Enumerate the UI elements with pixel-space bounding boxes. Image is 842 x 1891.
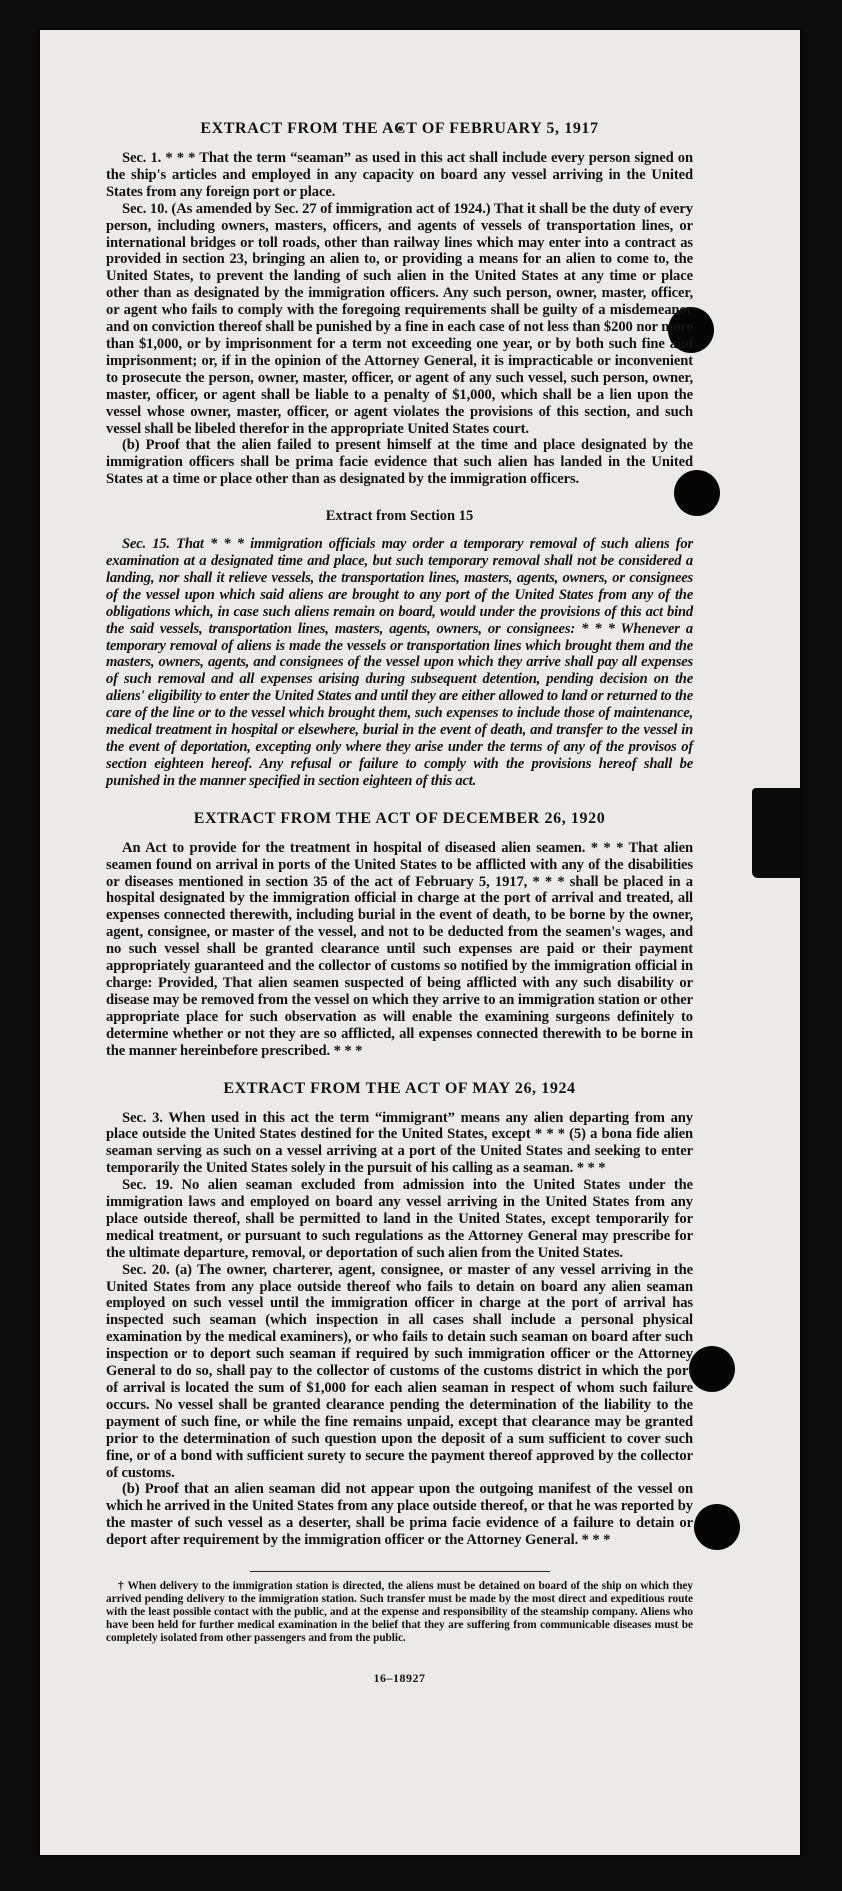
punch-hole-4 bbox=[694, 1504, 740, 1550]
section-body-1920 bbox=[106, 840, 693, 1060]
paragraph: (b) Proof that the alien failed to present himself at the time and place designated by the immigration officers shall be prima facie evidence that such alien has landed in the United States at a time or place other than as designated by the immigration officers. bbox=[106, 437, 693, 488]
section-body-1924 bbox=[106, 1110, 693, 1550]
paragraph: Sec. 15. That * * * immigration officials may order a temporary removal of such aliens for examination at a designated time and place, but such temporary removal shall not be considered a landing, nor shall it relieve vessels, the transportation lines, masters, agents, owners, or consignees of the vessel upon which said aliens are brought to any port of the United States from any of the obligations which, in case such aliens remain on board, would under the provisions of this act bind the said vessels, transportation lines, masters, agents, owners, or consignees: * * * Whenever a temporary removal of aliens is made the vessels or transportation lines which brought them and the masters, owners, agents, and consignees of the vessel upon which they arrive shall pay all expenses of such removal and all expenses arising during subsequent detention, pending decision on the aliens' eligibility to enter the United States and until they are either allowed to land or returned to the care of the line or to the vessel which brought them, such expenses to include those of maintenance, medical treatment in hospital or elsewhere, burial in the event of death, and transfer to the vessel in the event of deportation, excepting only where they arise under the terms of any of the provisos of section eighteen hereof. Any refusal or failure to comply with the provisions hereof shall be punished in the manner specified in section eighteen of this act. bbox=[106, 536, 693, 789]
section-body-section-15 bbox=[106, 536, 693, 790]
paragraph: Sec. 1. * * * That the term “seaman” as used in this act shall include every person signed on the ship's articles and employed in any capacity on board any vessel arriving in the United States from any foreign port or place. bbox=[106, 150, 693, 200]
document-text bbox=[106, 118, 693, 1686]
section-heading-section-15: Extract from Section 15 bbox=[325, 508, 474, 525]
torn-edge bbox=[752, 788, 800, 878]
paragraph: Sec. 3. When used in this act the term “immigrant” means any alien departing from any place outside the United States destined for the United States, except * * * (5) a bona fide alien seaman serving as such on a vessel arriving at a port of the United States and seeking to enter temporarily the United States solely in the pursuit of his calling as a seaman. * * * bbox=[106, 1109, 693, 1177]
section-heading-1917: EXTRACT FROM THE ACT OF FEBRUARY 5, 1917 bbox=[200, 120, 599, 137]
page-code: 16–18927 bbox=[373, 1671, 426, 1686]
footnote-divider bbox=[250, 1571, 550, 1572]
section-heading-1920: EXTRACT FROM THE ACT OF DECEMBER 26, 1920 bbox=[193, 809, 606, 827]
paragraph: Sec. 20. (a) The owner, charterer, agent, consignee, or master of any vessel arriving in the United States from any place outside thereof who fails to detain on board any alien seaman employed on such vessel until the immigration officer in charge at the port of arrival has inspected such seaman (which inspection in all cases shall include a personal physical examination by the medical examiners), or who fails to detain such seaman on board after such inspection or to deport such seaman if required by such immigration officer or the Attorney General to do so, shall pay to the collector of customs of the customs district in which the port of arrival is located the sum of $1,000 for each alien seaman in respect of whom such failure occurs. No vessel shall be granted clearance pending the determination of the liability to the payment of such fine, or while the fine remains unpaid, except that clearance may be granted prior to the determination of such question upon the deposit of a sum sufficient to cover such fine, or of a bond with sufficient surety to secure the payment thereof approved by the collector of customs. bbox=[106, 1261, 693, 1481]
paragraph: Sec. 10. (As amended by Sec. 27 of immigration act of 1924.) That it shall be the duty of every person, including owners, masters, officers, and agents of vessels of transportation lines, or international bridges or toll roads, other than railway lines which may enter into a contract as provided in section 23, bringing an alien to, or providing a means for an alien to come to, the United States, to prevent the landing of such alien in the United States at any time or place other than as designated by the immigration officers. Any such person, owner, master, officer, or agent who fails to comply with the foregoing requirements shall be guilty of a misdemeanor and on conviction thereof shall be punished by a fine in each case of not less than $200 nor more than $1,000, or by imprisonment for a term not exceeding one year, or by both such fine and imprisonment; or, if in the opinion of the Attorney General, it is impracticable or inconvenient to prosecute the person, owner, master, officer, or agent of any such vessel, such person, owner, master, officer, or agent shall be liable to a penalty of $1,000, which shall be a lien upon the vessel whose owner, master, officer, or agent violates the provisions of this section, and such vessel shall be libeled therefor in the appropriate United States court. bbox=[106, 200, 693, 437]
paragraph: Sec. 19. No alien seaman excluded from admission into the United States under the immigration laws and employed on board any vessel arriving in the United States from any place outside thereof, shall be permitted to land in the United States, except temporarily for medical treatment, or pursuant to such regulations as the Attorney General may prescribe for the ultimate departure, removal, or deportation of such alien from the United States. bbox=[106, 1177, 693, 1261]
punch-hole-3 bbox=[689, 1346, 735, 1392]
paragraph: (b) Proof that an alien seaman did not appear upon the outgoing manifest of the vessel on which he arrived in the United States from any place outside thereof, or that he was reported by the master of such vessel as a deserter, shall be prima facie evidence of a failure to detain or deport after requirement by the immigration officer or the Attorney General. * * * bbox=[106, 1481, 693, 1549]
section-body-1917 bbox=[106, 150, 693, 488]
footnote: † When delivery to the immigration station is directed, the aliens must be detained on board of the ship on which they arrived pending delivery to the immigration station. Such transfer must be made by the most direct and expeditious route with the least possible contact with the public, and at the expense and responsibility of the steamship company. Aliens who have been held for further medical examination in the belief that they are suffering from communicable diseases must be completely isolated from other passengers and from the public. bbox=[106, 1580, 693, 1645]
section-heading-1924: EXTRACT FROM THE ACT OF MAY 26, 1924 bbox=[223, 1079, 576, 1097]
paragraph: An Act to provide for the treatment in hospital of diseased alien seamen. * * * That alien seamen found on arrival in ports of the United States to be afflicted with any of the disabilities or diseases mentioned in section 35 of the act of February 5, 1917, * * * shall be placed in a hospital designated by the immigration official in charge at the port of arrival and treated, all expenses connected therewith, including burial in the event of death, to be borne by the owner, agent, consignee, or master of the vessel, and not to be deducted from the seamen's wages, and no such vessel shall be granted clearance until such expenses are paid or their payment appropriately guaranteed and the collector of customs so notified by the immigration official in charge: Provided, That alien seamen suspected of being afflicted with any such disability or disease may be removed from the vessel on which they arrive to an immigration station or other appropriate place for such observation as will enable the examining surgeons definitely to determine whether or not they are so afflicted, all expenses connected therewith to be borne in the manner hereinbefore prescribed. * * * bbox=[106, 839, 693, 1059]
